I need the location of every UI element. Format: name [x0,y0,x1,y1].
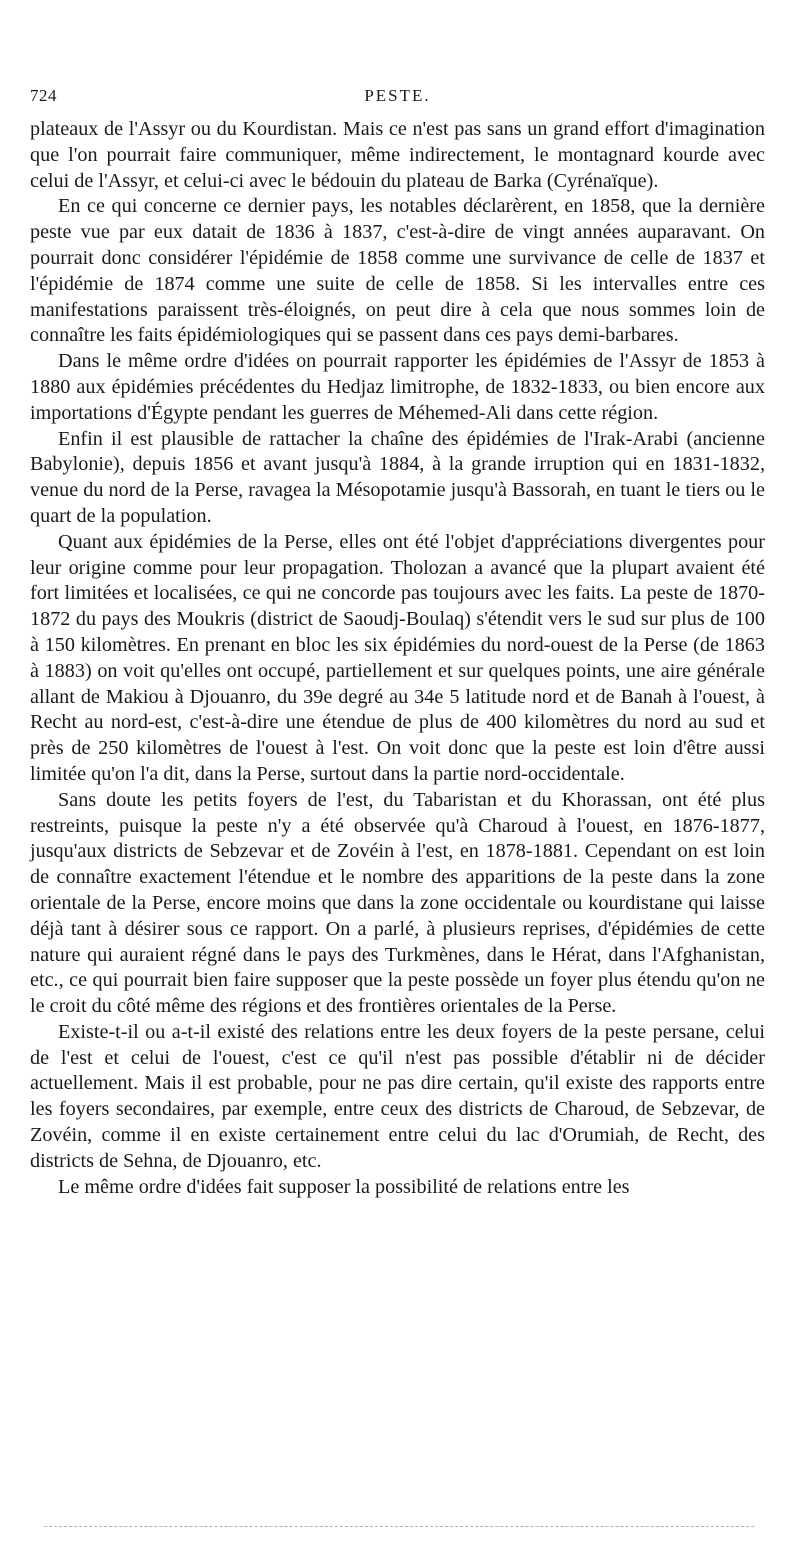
paragraph-3: Dans le même ordre d'idées on pourrait rapporter les épidémies de l'Assyr de 1853 à 1880 aux épidémies précédentes du Hedjaz limitrophe, de 1832-1833, ou bien encore aux importations d'Égypte pendant les guerres de Méhemed-Ali dans cette région. [30,350,765,424]
paragraph-4: Enfin il est plausible de rattacher la chaîne des épidémies de l'Irak-Arabi (ancienne Babylonie), depuis 1856 et avant jusqu'à 1884, à la grande irruption qui en 1831-1832, venue du nord de la Perse, ravagea la Mésopotamie jusqu'à Bassorah, en tuant le tiers ou le quart de la population. [30,427,765,527]
paragraph-8: Le même ordre d'idées fait supposer la possibilité de relations entre les [58,1175,630,1198]
paragraph-1: plateaux de l'Assyr ou du Kourdistan. Mais ce n'est pas sans un grand effort d'imagination que l'on pourrait faire communiquer, même indirectement, le montagnard kourde avec celui de l'Assyr, et celui-ci avec le bédouin du plateau de Barka (Cyrénaïque). [30,118,765,192]
paragraph-7: Existe-t-il ou a-t-il existé des relations entre les deux foyers de la peste persane, celui de l'est et celui de l'ouest, c'est ce qu'il n'est pas possible d'établir ni de décider actuellement. Mais il est probable, pour ne pas dire certain, qu'il existe des rapports entre les foyers secondaires, par exemple, entre ceux des districts de Charoud, de Sebzevar, de Zovéin, comme il en existe certainement entre celui du lac d'Orumiah, de Recht, des districts de Sehna, de Djouanro, etc. [30,1020,765,1172]
paragraph-2: En ce qui concerne ce dernier pays, les notables déclarèrent, en 1858, que la dernière peste vue par eux datait de 1836 à 1837, c'est-à-dire de vingt années auparavant. On pourrait donc considérer l'épidémie de 1858 comme une survivance de celle de 1837 et l'épidémie de 1874 comme une suite de celle de 1858. Si les intervalles entre ces manifestations paraissent très-éloignés, on peut dire à cela que nous sommes loin de connaître les faits épidémiologiques qui se passent dans ces pays demi-barbares. [30,195,765,347]
paragraph-5: Quant aux épidémies de la Perse, elles ont été l'objet d'appréciations divergentes pour leur origine comme pour leur propagation. Tholozan a avancé que la plupart avaient été fort limitées et localisées, ce qui ne concorde pas toujours avec les faits. La peste de 1870-1872 du pays des Moukris (district de Saoudj-Boulaq) s'étendit vers le sud sur plus de 100 à 150 kilomètres. En prenant en bloc les six épidémies du nord-ouest de la Perse (de 1863 à 1883) on voit qu'elles ont occupé, partiellement et sur quelques points, une aire générale allant de Makiou à Djouanro, du 39e degré au 34e 5 latitude nord et de Banah à l'ouest, à Recht au nord-est, c'est-à-dire une étendue de plus de 400 kilomètres du nord au sud et près de 250 kilomètres de l'ouest à l'est. On voit donc que la peste est loin d'être aussi limitée qu'on l'a dit, dans la Perse, surtout dans la partie nord-occidentale. [30,530,765,785]
paragraph-6: Sans doute les petits foyers de l'est, du Tabaristan et du Khorassan, ont été plus restreints, puisque la peste n'y a été observée qu'à Charoud à l'ouest, en 1876-1877, jusqu'aux districts de Sebzevar et de Zovéin à l'est, en 1878-1881. Cependant on est loin de connaître exactement l'étendue et le nombre des apparitions de la peste dans la zone orientale de la Perse, encore moins que dans la zone occidentale ou kourdistane qui laisse déjà tant à désirer sous ce rapport. On a parlé, à plusieurs reprises, d'épidémies de cette nature qui auraient régné dans le pays des Turkmènes, dans le Hérat, dans l'Afghanistan, etc., ce qui pourrait bien faire supposer que la peste possède un foyer plus étendu qu'on ne le croit du côté même des régions et des frontières orientales de la Perse. [30,788,765,1018]
running-title: PESTE. [364,86,431,105]
running-head [30,86,765,112]
page-number: 724 [30,86,57,105]
body-text [30,117,765,1200]
bottom-rule [44,1526,754,1527]
